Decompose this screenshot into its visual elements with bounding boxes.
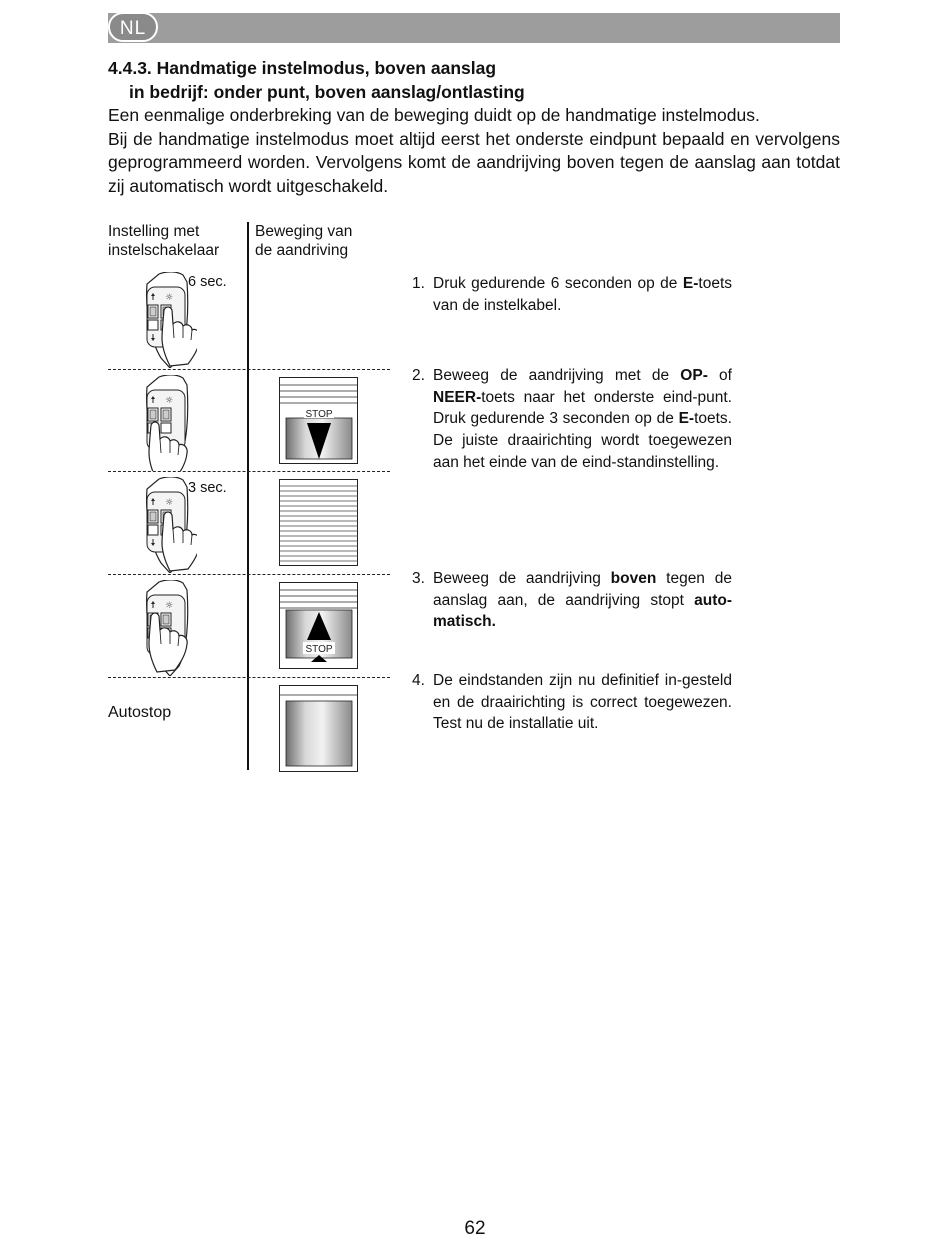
row-separator bbox=[108, 574, 390, 575]
shutter-moving-down-icon bbox=[279, 377, 359, 465]
step-key-neer: NEER- bbox=[433, 388, 482, 406]
autostop-label: Autostop bbox=[108, 704, 172, 721]
heading-line-2: in bedrijf: onder punt, boven aanslag/ontlasting bbox=[129, 82, 525, 102]
shutter-open-icon bbox=[279, 685, 359, 773]
step-text-part: toets van de instelkabel. bbox=[433, 275, 732, 314]
step-1 bbox=[412, 273, 732, 316]
language-badge: NL bbox=[108, 12, 158, 42]
header-bar bbox=[108, 13, 840, 43]
step-text bbox=[433, 273, 732, 316]
duration-label-3sec: 3 sec. bbox=[188, 480, 227, 496]
remote-control-icon bbox=[137, 580, 197, 676]
column-header-movement-line1: Beweging van bbox=[255, 223, 353, 240]
duration-label-6sec: 6 sec. bbox=[188, 274, 227, 290]
step-key-e: E- bbox=[678, 410, 695, 428]
step-number: 3. bbox=[412, 570, 425, 587]
row-separator bbox=[108, 471, 390, 472]
step-2 bbox=[412, 365, 732, 474]
stop-label: STOP bbox=[305, 409, 333, 420]
row-separator bbox=[108, 369, 390, 370]
step-number: 4. bbox=[412, 672, 425, 689]
step-text: De eindstanden zijn nu definitief in-gesteld en de draairichting is correct toegewezen. Test nu de installatie uit. bbox=[433, 672, 732, 733]
step-number: 2. bbox=[412, 367, 425, 384]
intro-text bbox=[108, 104, 840, 198]
page-number: 62 bbox=[464, 1218, 486, 1239]
heading-line-1: 4.4.3. Handmatige instelmodus, boven aanslag bbox=[108, 58, 497, 78]
intro-paragraph-1: Een eenmalige onderbreking van de beweging duidt op de handmatige instelmodus. bbox=[108, 105, 760, 125]
column-header-setting-line1: Instelling met bbox=[108, 223, 200, 240]
step-text-part: toets naar het onderste eind-punt. Druk gedurende 3 seconden op de bbox=[433, 388, 732, 428]
step-text-part: Beweeg de aandrijving bbox=[433, 570, 611, 587]
step-text bbox=[433, 365, 732, 474]
remote-control-icon bbox=[137, 375, 197, 471]
shutter-moving-up-icon bbox=[279, 582, 359, 670]
step-text-part: of bbox=[707, 367, 732, 384]
section-heading bbox=[108, 56, 840, 104]
stop-label: STOP bbox=[305, 644, 333, 655]
step-text bbox=[433, 568, 732, 633]
shutter-closed-icon bbox=[279, 479, 359, 567]
step-3 bbox=[412, 568, 732, 633]
column-header-setting bbox=[108, 222, 219, 260]
step-4 bbox=[412, 670, 732, 735]
step-bold-automatisch: auto-matisch. bbox=[433, 591, 732, 631]
step-bold-boven: boven bbox=[610, 570, 657, 587]
column-header-setting-line2: instelschakelaar bbox=[108, 242, 220, 259]
step-text-part: toets. De juiste draairichting wordt toegewezen aan het einde van de eind-standinstelling. bbox=[433, 410, 732, 471]
step-key-e: E- bbox=[682, 275, 699, 292]
intro-paragraph-2: Bij de handmatige instelmodus moet altijd eerst het onderste eindpunt bepaald en vervolgens geprogrammeerd worden. Vervolgens komt de aandrijving boven tegen de aanslag aan totdat zij automatisch wordt uitgeschakeld. bbox=[108, 128, 840, 196]
step-text-part: Druk gedurende 6 seconden op de bbox=[433, 275, 678, 292]
step-key-op: OP- bbox=[680, 367, 708, 384]
column-header-movement-line2: de aandriving bbox=[255, 242, 349, 259]
step-text-part: tegen de aanslag aan, de aandrijving stopt bbox=[433, 570, 732, 609]
step-text-part: Beweeg de aandrijving met de bbox=[433, 367, 681, 384]
step-number: 1. bbox=[412, 275, 425, 292]
row-separator bbox=[108, 677, 390, 678]
column-divider bbox=[247, 222, 249, 770]
column-header-movement bbox=[255, 222, 352, 260]
